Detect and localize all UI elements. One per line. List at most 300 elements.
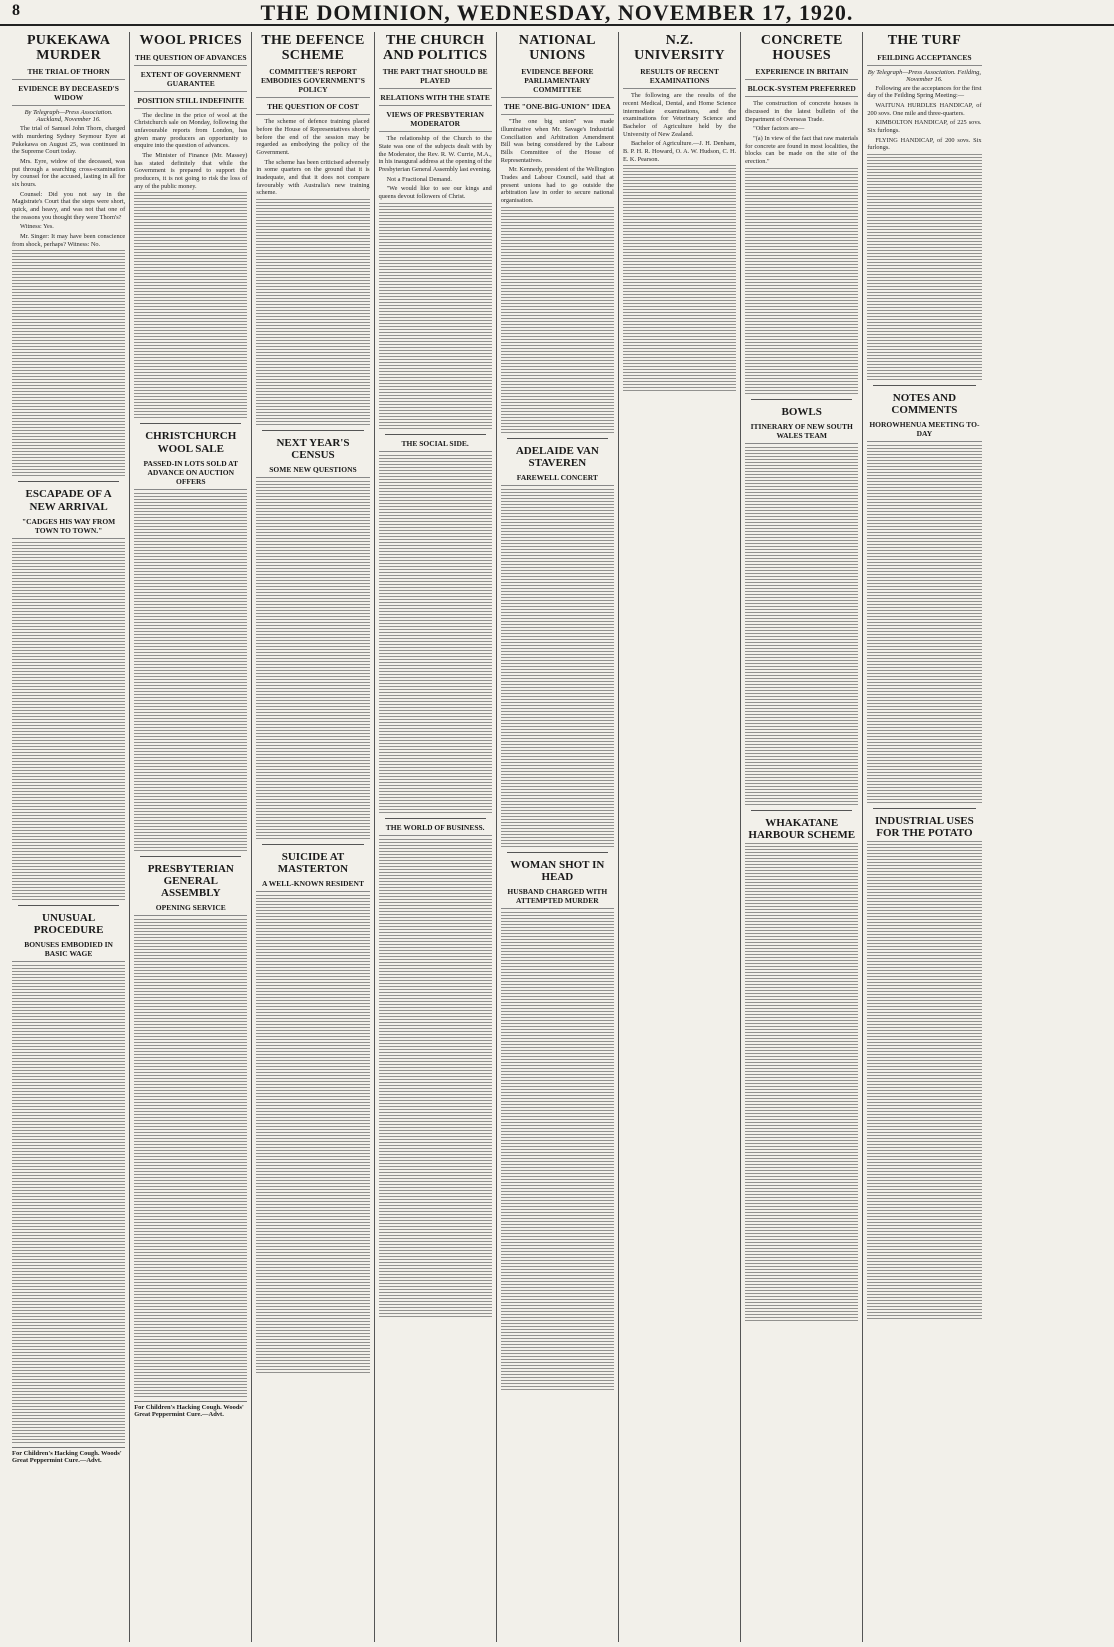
text-block: [867, 661, 981, 666]
text-block: [501, 1284, 614, 1289]
text-block: [867, 268, 981, 273]
text-block: [867, 292, 981, 297]
text-block: [379, 605, 492, 610]
text-block: [379, 695, 492, 700]
text-block: [867, 1285, 981, 1290]
text-block: [745, 615, 858, 620]
text-block: [745, 699, 858, 704]
text-block: [12, 758, 125, 763]
article-headline: PRESBYTERIAN GENERAL ASSEMBLY: [147, 862, 234, 899]
text-block: [501, 942, 614, 947]
text-block: [379, 305, 492, 310]
text-block: [379, 641, 492, 646]
text-block: [501, 627, 614, 632]
text-block: [379, 509, 492, 514]
text-block: [867, 1297, 981, 1302]
text-block: [256, 205, 369, 210]
text-block: [745, 1263, 858, 1268]
text-block: [379, 731, 492, 736]
text-block: [867, 505, 981, 510]
text-block: [745, 240, 858, 245]
text-block: [379, 911, 492, 916]
text-block: [379, 869, 492, 874]
text-block: [745, 555, 858, 560]
text-block: [256, 811, 369, 816]
text-block: [501, 585, 614, 590]
article-column: [8, 32, 130, 1642]
text-block: [379, 461, 492, 466]
text-block: [745, 1089, 858, 1094]
text-block: [501, 561, 614, 566]
text-block: [256, 1015, 369, 1020]
text-block: [256, 487, 369, 492]
text-block: [501, 699, 614, 704]
text-block: [745, 735, 858, 740]
text-block: [379, 1241, 492, 1246]
text-block: [12, 644, 125, 649]
text-block: [12, 1433, 125, 1438]
text-block: [867, 739, 981, 744]
article-headline: WHAKATANE HARBOUR SCHEME: [748, 816, 856, 841]
article-paragraph: The relationship of the Church to the State was one of the subjects dealt with by the Moderator, the Rev. R. W. Currie, M.A., in his inaugural address at the opening of the Presbyterian General Assembly last evening.: [378, 135, 492, 174]
text-block: [745, 705, 858, 710]
text-block: [134, 384, 247, 389]
text-block: [134, 595, 247, 600]
text-block: [256, 739, 369, 744]
text-block: [867, 523, 981, 528]
text-block: [867, 799, 981, 804]
text-block: [745, 1083, 858, 1088]
text-block: [745, 741, 858, 746]
article-subheading: ITINERARY OF NEW SOUTH WALES TEAM: [745, 422, 858, 444]
text-block: [867, 895, 981, 900]
text-block: [501, 573, 614, 578]
article-headline: CHRISTCHURCH WOOL SALE: [145, 430, 237, 455]
text-block: [12, 1127, 125, 1132]
text-block: [867, 1291, 981, 1296]
text-block: [501, 231, 614, 236]
text-block: [745, 915, 858, 920]
text-block: [256, 835, 369, 840]
text-block: [379, 743, 492, 748]
text-block: [134, 565, 247, 570]
text-block: [379, 419, 492, 424]
text-block: [379, 1067, 492, 1072]
text-block: [12, 638, 125, 643]
text-block: [134, 1147, 247, 1152]
text-block: [867, 901, 981, 906]
text-block: [867, 685, 981, 690]
text-block: [12, 1421, 125, 1426]
text-block: [12, 782, 125, 787]
text-block: [867, 1249, 981, 1254]
text-block: [256, 1009, 369, 1014]
article-paragraph: "(a) In view of the fact that raw materials for concrete are found in most localities, the blocks can be made on the site of the erection.": [745, 135, 859, 166]
text-block: [623, 375, 736, 380]
text-block: [867, 679, 981, 684]
text-block: [867, 991, 981, 996]
text-block: [501, 936, 614, 941]
text-block: [256, 1327, 369, 1332]
text-block: [745, 1041, 858, 1046]
text-block: [623, 249, 736, 254]
text-block: [745, 549, 858, 554]
text-block: [745, 771, 858, 776]
text-block: [256, 415, 369, 420]
text-block: [867, 226, 981, 231]
text-block: [867, 346, 981, 351]
text-block: [134, 402, 247, 407]
text-block: [379, 1037, 492, 1042]
text-block: [379, 599, 492, 604]
text-block: [867, 1099, 981, 1104]
text-block: [12, 334, 125, 339]
text-block: [745, 336, 858, 341]
text-block: [501, 753, 614, 758]
text-block: [256, 517, 369, 522]
text-block: [256, 613, 369, 618]
text-block: [379, 227, 492, 232]
text-block: [379, 797, 492, 802]
text-block: [867, 721, 981, 726]
text-block: [745, 609, 858, 614]
text-block: [745, 897, 858, 902]
text-block: [12, 322, 125, 327]
text-block: [745, 1287, 858, 1292]
text-block: [501, 1182, 614, 1187]
article-subheading: OPENING SERVICE: [134, 903, 247, 916]
text-block: [12, 1397, 125, 1402]
text-block: [134, 204, 247, 209]
article-subheading: A WELL-KNOWN RESIDENT: [256, 879, 369, 892]
article-headline: ADELAIDE VAN STAVEREN: [515, 444, 599, 469]
text-block: [379, 983, 492, 988]
text-block: [379, 251, 492, 256]
text-block: [745, 1305, 858, 1310]
text-block: [501, 723, 614, 728]
text-block: [745, 318, 858, 323]
text-block: [256, 985, 369, 990]
text-block: [379, 521, 492, 526]
text-block: [745, 663, 858, 668]
text-block: [256, 1111, 369, 1116]
text-block: [12, 1115, 125, 1120]
text-block: [379, 239, 492, 244]
text-block: [867, 340, 981, 345]
text-block: [134, 685, 247, 690]
text-block: [256, 1225, 369, 1230]
text-block: [134, 1393, 247, 1398]
text-block: [501, 1356, 614, 1361]
text-block: [867, 853, 981, 858]
text-block: [623, 243, 736, 248]
text-block: [134, 306, 247, 311]
text-block: [379, 539, 492, 544]
text-block: [501, 1242, 614, 1247]
text-block: [256, 1093, 369, 1098]
text-block: [379, 701, 492, 706]
text-block: [256, 745, 369, 750]
text-block: [134, 631, 247, 636]
text-block: [12, 436, 125, 441]
text-block: [256, 673, 369, 678]
text-block: [501, 1386, 614, 1391]
text-block: [867, 208, 981, 213]
text-block: [867, 1129, 981, 1134]
text-block: [379, 923, 492, 928]
text-block: [867, 244, 981, 249]
text-block: [379, 1013, 492, 1018]
text-block: [379, 1061, 492, 1066]
text-block: [745, 1143, 858, 1148]
text-block: [12, 965, 125, 970]
text-block: [867, 631, 981, 636]
text-block: [745, 909, 858, 914]
text-block: [501, 273, 614, 278]
text-block: [134, 1105, 247, 1110]
text-block: [256, 1039, 369, 1044]
text-block: [867, 298, 981, 303]
text-block: [379, 773, 492, 778]
text-block: [867, 919, 981, 924]
text-block: [12, 262, 125, 267]
text-block: [501, 1002, 614, 1007]
text-block: [12, 680, 125, 685]
text-block: [745, 384, 858, 389]
text-block: [134, 1075, 247, 1080]
text-block: [867, 715, 981, 720]
text-block: [256, 241, 369, 246]
text-block: [379, 767, 492, 772]
text-block: [745, 669, 858, 674]
text-block: [12, 310, 125, 315]
text-block: [256, 799, 369, 804]
text-block: [745, 252, 858, 257]
text-block: [256, 757, 369, 762]
text-block: [867, 352, 981, 357]
text-block: [256, 523, 369, 528]
article-column: [497, 32, 619, 1642]
text-block: [867, 274, 981, 279]
text-block: [745, 675, 858, 680]
text-block: [379, 1217, 492, 1222]
text-block: [867, 787, 981, 792]
text-block: [134, 937, 247, 942]
text-block: [867, 547, 981, 552]
text-block: [745, 681, 858, 686]
text-block: [379, 1055, 492, 1060]
text-block: [256, 1183, 369, 1188]
text-block: [134, 1153, 247, 1158]
text-block: [379, 803, 492, 808]
article-subheading: THE WORLD OF BUSINESS.: [379, 823, 492, 836]
text-block: [134, 823, 247, 828]
text-block: [867, 1111, 981, 1116]
text-block: [12, 578, 125, 583]
text-block: [867, 925, 981, 930]
text-block: [745, 1149, 858, 1154]
text-block: [745, 879, 858, 884]
text-block: [379, 959, 492, 964]
text-block: [134, 1195, 247, 1200]
text-block: [134, 1135, 247, 1140]
text-block: [867, 1231, 981, 1236]
text-block: [867, 643, 981, 648]
text-block: [501, 267, 614, 272]
text-block: [134, 408, 247, 413]
article-subheading: BLOCK-SYSTEM PREFERRED: [745, 84, 858, 97]
text-block: [12, 1229, 125, 1234]
article-subheading: HUSBAND CHARGED WITH ATTEMPTED MURDER: [501, 887, 614, 909]
text-block: [501, 1368, 614, 1373]
text-block: [256, 247, 369, 252]
text-block: [134, 535, 247, 540]
text-block: [501, 1266, 614, 1271]
text-block: [12, 448, 125, 453]
text-block: [256, 1243, 369, 1248]
text-block: [256, 283, 369, 288]
text-block: [256, 955, 369, 960]
text-block: [867, 997, 981, 1002]
text-block: [867, 913, 981, 918]
text-block: [867, 907, 981, 912]
text-block: [256, 1363, 369, 1368]
article-headline: NEXT YEAR'S CENSUS: [276, 437, 350, 462]
text-block: [256, 1249, 369, 1254]
text-block: [745, 180, 858, 185]
text-block: [745, 891, 858, 896]
text-block: [12, 704, 125, 709]
text-block: [867, 745, 981, 750]
text-block: [256, 1231, 369, 1236]
article-headline: BOWLS: [781, 405, 822, 418]
text-block: [867, 949, 981, 954]
text-block: [501, 1080, 614, 1085]
text-block: [745, 1131, 858, 1136]
text-block: [867, 1309, 981, 1314]
text-block: [256, 643, 369, 648]
text-block: [256, 1159, 369, 1164]
text-block: [256, 1045, 369, 1050]
text-block: [256, 553, 369, 558]
text-block: [134, 1087, 247, 1092]
text-block: [623, 213, 736, 218]
text-block: [256, 595, 369, 600]
text-block: [12, 989, 125, 994]
text-block: [12, 1343, 125, 1348]
text-block: [256, 577, 369, 582]
text-block: [501, 417, 614, 422]
text-block: [379, 1121, 492, 1126]
text-block: [12, 812, 125, 817]
text-block: [256, 313, 369, 318]
text-block: [134, 1069, 247, 1074]
text-block: [256, 1315, 369, 1320]
text-block: [134, 282, 247, 287]
text-block: [379, 545, 492, 550]
text-block: [134, 763, 247, 768]
text-block: [501, 1050, 614, 1055]
text-block: [501, 918, 614, 923]
text-block: [134, 198, 247, 203]
text-block: [867, 637, 981, 642]
text-block: [256, 1147, 369, 1152]
text-block: [12, 268, 125, 273]
text-block: [745, 342, 858, 347]
text-block: [12, 1205, 125, 1210]
text-block: [134, 1141, 247, 1146]
text-block: [379, 1205, 492, 1210]
text-block: [379, 1109, 492, 1114]
text-block: [867, 541, 981, 546]
text-block: [745, 246, 858, 251]
text-block: [134, 1285, 247, 1290]
text-block: [12, 1373, 125, 1378]
text-block: [256, 631, 369, 636]
text-block: [745, 1035, 858, 1040]
article-headline: N.Z. UNIVERSITY: [634, 33, 725, 63]
text-block: [745, 723, 858, 728]
text-block: [501, 1338, 614, 1343]
text-block: [867, 1117, 981, 1122]
text-block: [379, 947, 492, 952]
text-block: [501, 1062, 614, 1067]
text-block: [134, 793, 247, 798]
text-block: [379, 791, 492, 796]
text-block: [379, 491, 492, 496]
text-block: [501, 807, 614, 812]
text-block: [501, 225, 614, 230]
text-block: [501, 1290, 614, 1295]
text-block: [745, 987, 858, 992]
divider: [873, 808, 975, 809]
article-headline: THE TURF: [887, 33, 962, 48]
text-block: [501, 1128, 614, 1133]
text-block: [745, 975, 858, 980]
text-block: [501, 813, 614, 818]
text-block: [501, 1254, 614, 1259]
text-block: [256, 1171, 369, 1176]
text-block: [256, 715, 369, 720]
text-block: [867, 1123, 981, 1128]
text-block: [379, 395, 492, 400]
text-block: [12, 866, 125, 871]
text-block: [134, 967, 247, 972]
text-block: [12, 632, 125, 637]
text-block: [379, 623, 492, 628]
text-block: [12, 1391, 125, 1396]
text-block: [501, 1230, 614, 1235]
text-block: [12, 1079, 125, 1084]
text-block: [12, 560, 125, 565]
text-block: [867, 220, 981, 225]
text-block: [867, 1009, 981, 1014]
text-block: [134, 919, 247, 924]
article-headline: PUKEKAWA MURDER: [26, 33, 111, 63]
text-block: [867, 286, 981, 291]
text-block: [745, 747, 858, 752]
text-block: [867, 757, 981, 762]
text-block: [12, 608, 125, 613]
text-block: [256, 1255, 369, 1260]
text-block: [745, 1029, 858, 1034]
text-block: [12, 776, 125, 781]
text-block: [501, 1116, 614, 1121]
text-block: [501, 1314, 614, 1319]
text-block: [379, 245, 492, 250]
text-block: [745, 348, 858, 353]
text-block: [867, 1063, 981, 1068]
